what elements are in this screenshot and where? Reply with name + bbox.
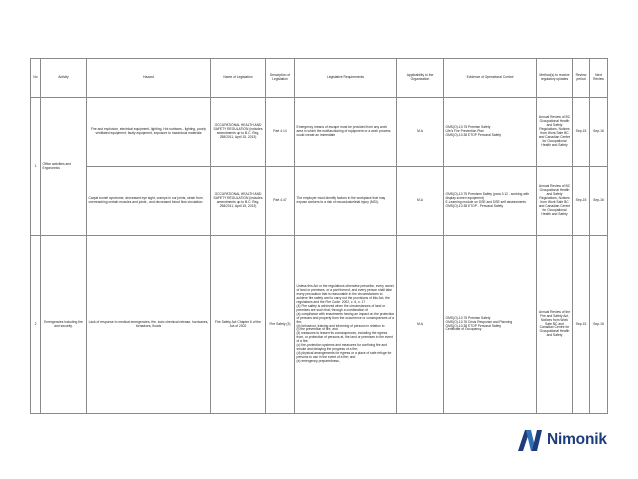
header-methods: Method(s) to receive regulatory updates (537, 59, 573, 98)
review-period-cell: Sep-15 (573, 167, 590, 236)
applicability-cell: M.A (397, 167, 444, 236)
activity-cell: Emergencies including fire and security. (41, 236, 87, 414)
regulatory-register-table (30, 58, 608, 414)
row-number: 2 (31, 236, 41, 414)
header-evidence: Evidence of Operational Control (444, 59, 537, 98)
hazard-cell: Lack of response to medical emergencies, fire, toxic chemical release, hurricanes, tornadoes, floods (87, 236, 211, 414)
review-period-cell: Sep-15 (573, 98, 590, 167)
description-cell: Part 4.14 (266, 98, 295, 167)
next-review-cell: Sep-16 (590, 98, 608, 167)
header-no: No (31, 59, 41, 98)
header-activity: Activity (41, 59, 87, 98)
legislation-name-cell: OCCUPATIONAL HEALTH AND SAFETY REGULATION (includes amendments up to B.C. Reg. 258/2011, April 15, 2013) (211, 167, 266, 236)
evidence-cell: OMS(O)-10.75 Premise Safety OMS(O)-10.76 Crisis Response and Planning OMS(O)-10.38 ETOP Personal Safety Certificate of Occupancy (444, 236, 537, 414)
header-requirements: Legislative Requirements (295, 59, 397, 98)
evidence-cell: OMS(O)-10.75 Premises Safety (para 3.12 - working with display screen equipment) E-Learning module on DSE and DSE self assessments OMS(O)-10.38 ETOP - Personal Safety (444, 167, 537, 236)
activity-cell: Office activities and Ergonomics (41, 98, 87, 236)
description-cell: Part 4.47 (266, 167, 295, 236)
evidence-cell: OMS(O)-10.75 Premise Safety Life's Fire Prevention Plan OMS(O)-10.38 ETOP Personal Safety (444, 98, 537, 167)
header-legislation-name: Name of Legislation (211, 59, 266, 98)
next-review-cell: Sep-16 (590, 167, 608, 236)
hazard-cell: Fire and explosion, electrical equipment, lighting, Hot surfaces - lighting, poorly ventilated equipment, faulty equipment, exposure to hazardous materials (87, 98, 211, 167)
nimonik-logo (516, 427, 607, 453)
header-applicability: Applicability to the Organization (397, 59, 444, 98)
requirements-cell: Emergency means of escape must be provided from any work area in which the malfunctioning of equipment or a work process could create an immediate (295, 98, 397, 167)
requirements-cell: The employer must identify factors in the workplace that may expose workers to a risk of musculoskeletal injury (MSI). (295, 167, 397, 236)
header-description: Description of Legislation (266, 59, 295, 98)
next-review-cell: Sep-16 (590, 236, 608, 414)
methods-cell: Annual Review of the Fire and Safety Act, Notices from Work Safe BC and Canadian Centre for Occupational Health and Safety (537, 236, 573, 414)
table-row (31, 167, 608, 236)
methods-cell: Annual Review of BC Occupational Health and Safety Regulations, Notices from Work Safe BC and Canadian Centre for Occupational Health and Safety (537, 98, 573, 167)
table-header-row (31, 59, 608, 98)
legislation-name-cell: OCCUPATIONAL HEALTH AND SAFETY REGULATION (includes amendments up to B.C. Reg. 258/2011, April 15, 2013) (211, 98, 266, 167)
requirements-cell: Unless this Act or the regulations otherwise prescribe, every owner of land or premises, or a part thereof, and every person shall take every precaution that is reasonable in the circumstances to achieve fire safety and to carry out the provisions of this Act, the regulations and the Fire Code. 2002, c. 6, s. 17 (4) Fire safety is achieved when the circumstances of land or premises are such that, through a combination of (a) compliance with enactments having an impact on the protection of persons and property from the occurrence or consequences of a fire; (b) behaviour, training and informing of persons in relation to (i) the prevention of fire, and (ii) measures to lessen its consequences, including the egress from, or protection of persons at, the land or premises in the event of a fire; (c) fire-protection systems and measures for confining fire and smoke and delaying the progress of a fire; (d) physical arrangements for egress or a place of safe refuge for persons to use in the event of a fire; and (e) emergency preparedness, (295, 236, 397, 414)
table-row (31, 236, 608, 414)
logo-text: Nimonik (547, 431, 607, 448)
header-review-period: Review period (573, 59, 590, 98)
applicability-cell: M.A (397, 236, 444, 414)
header-next-review: Next Review (590, 59, 608, 98)
description-cell: Fire Safety (3) (266, 236, 295, 414)
row-number: 1 (31, 98, 41, 236)
legislation-name-cell: Fire Safety Act Chapter 6 of the Act of 2002 (211, 236, 266, 414)
table-row (31, 98, 608, 167)
nimonik-logo-icon (516, 427, 544, 453)
header-hazard: Hazard (87, 59, 211, 98)
methods-cell: Annual Review of BC Occupational Health and Safety Regulations, Notices from Work Safe BC and Canadian Centre for Occupational Health and Safety (537, 167, 573, 236)
applicability-cell: M.A (397, 98, 444, 167)
review-period-cell: Sep-15 (573, 236, 590, 414)
hazard-cell: Carpal tunnel syndrome, decreased eye sight, cramps in our joints, strain from overreaching certain muscles and joints , and decreased blood flow circulation (87, 167, 211, 236)
